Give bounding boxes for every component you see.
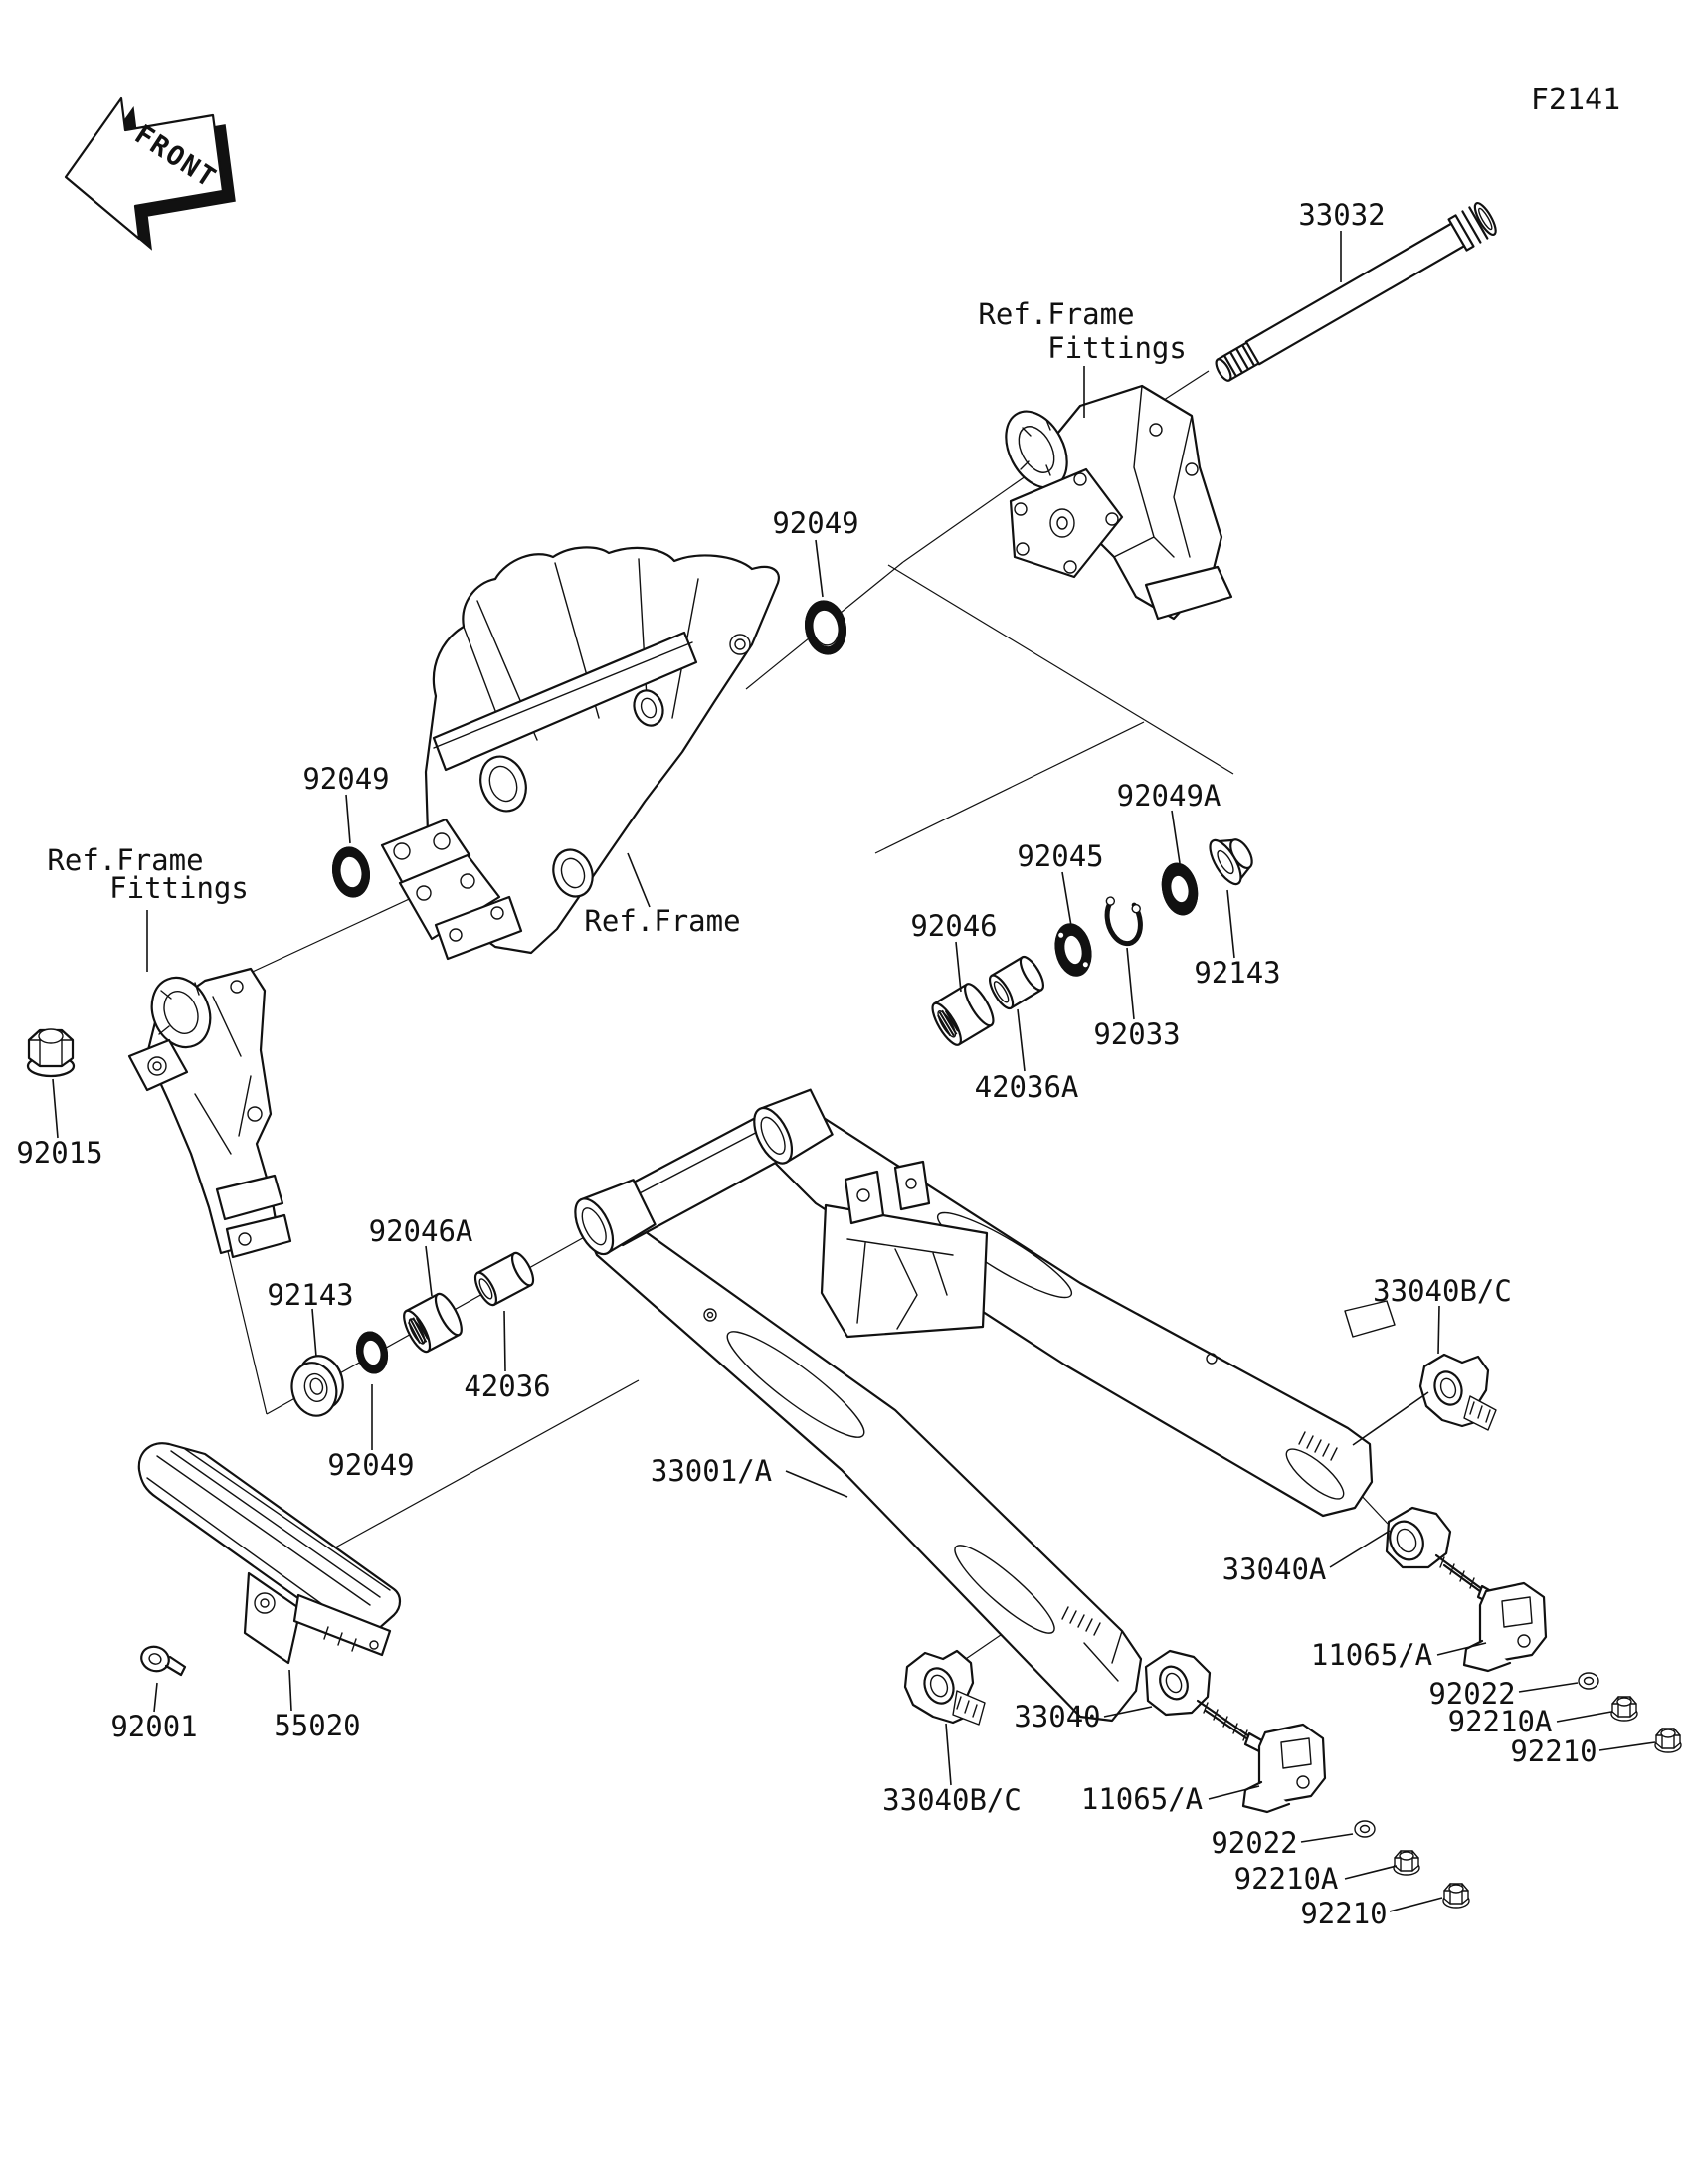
label-33040	[1014, 1700, 1152, 1733]
label-92046A	[369, 1214, 473, 1296]
label-92049-top	[772, 506, 858, 597]
leader-line	[956, 942, 961, 992]
washer-92022-bottom-drawing	[1355, 1821, 1375, 1837]
label-text-92210-bottom: 92210	[1300, 1897, 1388, 1930]
leader-line	[312, 1309, 316, 1357]
label-92015	[16, 1079, 102, 1170]
leader-line	[1557, 1712, 1611, 1722]
label-text-33040BC-right: 33040B/C	[1373, 1274, 1512, 1308]
label-92001	[110, 1683, 197, 1743]
label-92143-right	[1194, 890, 1280, 990]
leader-line	[1599, 1742, 1655, 1750]
seal-92049-lower-drawing	[353, 1329, 391, 1375]
label-text-42036: 42036	[464, 1369, 551, 1403]
label-text-33040: 33040	[1014, 1700, 1101, 1733]
label-92143-left	[267, 1278, 353, 1357]
leader-line	[53, 1079, 58, 1138]
label-text-ref-frame-fittings-left: Ref.Frame	[47, 843, 204, 877]
cap-92143-right-drawing	[1205, 827, 1261, 888]
label-text-11065A-right: 11065/A	[1310, 1638, 1433, 1672]
label-92022-bottom	[1211, 1826, 1353, 1860]
adjuster-cam-33040BC-bottom-drawing	[905, 1651, 985, 1725]
holder-11065A-right-drawing	[1464, 1583, 1546, 1671]
label-text-92015: 92015	[16, 1136, 103, 1170]
washer-92022-right-drawing	[1579, 1673, 1598, 1689]
leader-line	[1330, 1531, 1390, 1567]
label-92033	[1093, 948, 1180, 1051]
label-text-92210A-right: 92210A	[1447, 1705, 1553, 1738]
leader-line	[1227, 890, 1234, 958]
label-text-92049A: 92049A	[1116, 779, 1221, 813]
label-92210-bottom	[1300, 1897, 1442, 1930]
leader-line	[1301, 1834, 1353, 1842]
oil-seal-92049A-drawing	[1158, 860, 1202, 918]
leader-line	[1438, 1306, 1439, 1354]
leader-line	[504, 1311, 505, 1371]
label-11065A-bottom	[1081, 1782, 1259, 1816]
label-text-ref-frame-fittings-top: Ref.Frame	[978, 297, 1135, 331]
leader-line	[1519, 1683, 1578, 1692]
sleeve-42036-drawing	[471, 1250, 537, 1308]
ball-bearing-92045-drawing	[1051, 921, 1095, 979]
label-text-92046: 92046	[910, 909, 998, 943]
leader-line	[1353, 1392, 1428, 1445]
nut-92210A-bottom-drawing	[1394, 1851, 1419, 1875]
label-11065A-right	[1311, 1638, 1486, 1672]
adjuster-33040A-drawing	[1384, 1508, 1498, 1605]
label-92049A	[1117, 779, 1221, 863]
leader-line	[1127, 948, 1134, 1019]
label-text-ref-frame-fittings-left: Fittings	[109, 871, 249, 905]
frame-fitting-bracket-left	[129, 969, 290, 1257]
label-92210-right	[1510, 1734, 1655, 1768]
nut-92210-bottom-drawing	[1443, 1884, 1469, 1908]
label-text-92210A-bottom: 92210A	[1233, 1862, 1339, 1896]
nut-92210A-right-drawing	[1611, 1697, 1637, 1721]
leader-line	[816, 540, 823, 597]
sleeve-42036A-drawing	[986, 954, 1047, 1011]
label-92046	[910, 909, 997, 992]
leader-line	[1345, 1866, 1397, 1879]
washer-92143-left-drawing	[284, 1351, 349, 1420]
label-text-92143-right: 92143	[1194, 956, 1281, 990]
label-text-92049-left: 92049	[302, 762, 390, 796]
construction-line-6	[229, 895, 418, 983]
label-text-33032: 33032	[1298, 198, 1386, 232]
label-92045	[1017, 839, 1103, 926]
leader-line	[1062, 872, 1071, 926]
label-text-33040BC-bottom: 33040B/C	[882, 1783, 1022, 1817]
leader-line	[1390, 1898, 1442, 1911]
label-55020	[274, 1670, 360, 1742]
figure-code: F2141	[1530, 83, 1621, 117]
label-92210A-right	[1448, 1705, 1611, 1738]
label-text-92045: 92045	[1017, 839, 1104, 873]
adjuster-33040-drawing	[1146, 1651, 1265, 1752]
nut-92015-drawing	[28, 1029, 74, 1076]
label-ref-frame-fittings-left	[47, 843, 248, 972]
construction-line-3	[875, 722, 1144, 853]
leader-line	[1018, 1009, 1025, 1071]
needle-bearing-92046A-drawing	[399, 1290, 467, 1355]
label-text-92022-bottom: 92022	[1211, 1826, 1298, 1860]
label-text-92022-right: 92022	[1428, 1677, 1516, 1711]
label-text-92049-lower: 92049	[327, 1448, 415, 1482]
label-text-92046A: 92046A	[368, 1214, 473, 1248]
circlip-92033-drawing	[1102, 890, 1149, 947]
label-text-55020: 55020	[274, 1709, 361, 1742]
label-text-42036A: 42036A	[974, 1070, 1079, 1104]
leader-line	[426, 1246, 432, 1296]
label-92049-lower	[327, 1384, 414, 1482]
label-text-33040A: 33040A	[1221, 1552, 1327, 1586]
frame-fitting-bracket-right	[994, 386, 1231, 619]
label-33040BC-bottom	[882, 1724, 1022, 1817]
leader-line	[154, 1683, 157, 1712]
leader-line	[346, 795, 350, 843]
leader-line	[946, 1724, 951, 1785]
label-42036	[464, 1311, 550, 1403]
label-text-33001-A: 33001/A	[650, 1454, 773, 1488]
swingarm-33001-drawing	[568, 1085, 1395, 1721]
leader-line	[786, 1471, 847, 1497]
leader-line	[628, 853, 650, 907]
screw-92001-drawing	[138, 1643, 185, 1675]
label-text-92001: 92001	[110, 1710, 198, 1743]
label-text-11065A-bottom: 11065/A	[1080, 1782, 1204, 1816]
label-ref-frame-center	[584, 853, 740, 938]
label-92049-left	[302, 762, 389, 843]
frame-center-drawing	[382, 547, 779, 959]
label-text-92143-left: 92143	[267, 1278, 354, 1312]
seal-92049-left-drawing	[329, 844, 373, 899]
nut-92210-right-drawing	[1655, 1729, 1681, 1752]
front-arrow	[66, 98, 235, 249]
label-text-92210-right: 92210	[1510, 1734, 1597, 1768]
label-92210A-bottom	[1234, 1862, 1397, 1896]
front-label: FRONT	[128, 119, 223, 195]
adjuster-cam-33040BC-right-drawing	[1420, 1355, 1496, 1430]
label-text-ref-frame-center: Ref.Frame	[584, 904, 741, 938]
leader-line	[1172, 811, 1180, 863]
label-text-92049-top: 92049	[772, 506, 859, 540]
label-33040A	[1222, 1531, 1390, 1586]
leader-line	[289, 1670, 291, 1711]
label-text-92033: 92033	[1093, 1017, 1181, 1051]
needle-bearing-92046-drawing	[927, 981, 998, 1049]
label-text-ref-frame-fittings-top: Fittings	[1047, 331, 1187, 365]
label-33001-A	[651, 1454, 847, 1497]
seal-92049-top-drawing	[802, 598, 850, 657]
